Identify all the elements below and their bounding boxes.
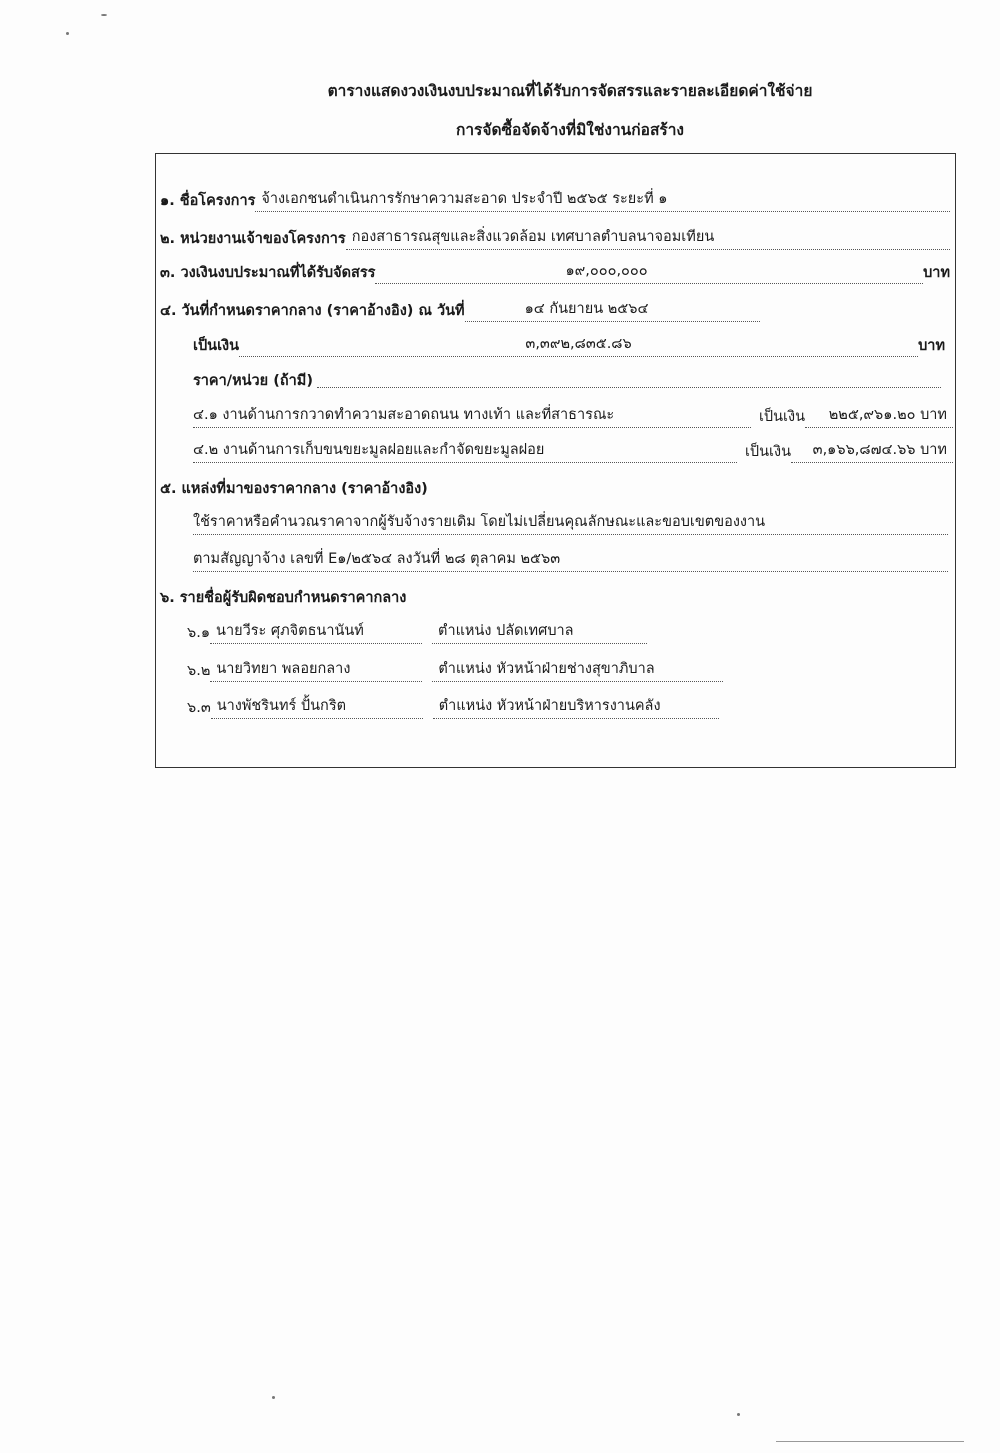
- sub-item-text: ๔.๑ งานด้านการกวาดทำความสะอาดถนน ทางเท้า และที่สาธารณะ: [193, 403, 751, 428]
- source-line: [193, 550, 948, 572]
- person-position: ตำแหน่ง หัวหน้าฝ่ายช่างสุขาภิบาล: [432, 657, 723, 682]
- scan-speck: [66, 32, 69, 35]
- scan-speck: [101, 14, 107, 16]
- reference-amount-unit: บาท: [918, 338, 945, 354]
- agency-label: ๒. หน่วยงานเจ้าของโครงการ: [160, 231, 346, 247]
- reference-amount-label: เป็นเงิน: [193, 338, 240, 354]
- reference-amount-row: [193, 335, 945, 357]
- source-line: [193, 513, 948, 535]
- document-subtitle: การจัดซื้อจัดจ้างที่มิใช่งานก่อสร้าง: [455, 121, 685, 139]
- scan-speck: [272, 1396, 275, 1399]
- responsible-row: [160, 587, 760, 609]
- budget-label: ๓. วงเงินงบประมาณที่ได้รับจัดสรร: [160, 265, 376, 281]
- sub-item-text: ๔.๒ งานด้านการเก็บขนขยะมูลฝอยและกำจัดขยะมูลฝอย: [193, 438, 737, 463]
- person-name: นางพัชรินทร์ ปั้นกริต: [211, 694, 423, 719]
- per-unit-row: [193, 370, 945, 392]
- reference-date-label: ๔. วันที่กำหนดราคากลาง (ราคาอ้างอิง) ณ วันที่: [160, 303, 465, 319]
- person-name: นายวิทยา พลอยกลาง: [210, 657, 422, 682]
- budget-unit: บาท: [923, 265, 950, 281]
- budget-row: [160, 262, 950, 284]
- sub-item-amount: ๒๒๕,๙๖๑.๒๐ บาท: [805, 403, 953, 428]
- person-number: ๖.๓: [187, 700, 211, 716]
- source-text: ตามสัญญาจ้าง เลขที่ E๑/๒๕๖๔ ลงวันที่ ๒๘ ตุลาคม ๒๕๖๓: [193, 547, 948, 572]
- reference-date-row: [160, 300, 760, 322]
- sub-item-row: [193, 441, 953, 463]
- person-number: ๖.๒: [187, 663, 211, 679]
- agency-value: กองสาธารณสุขและสิ่งแวดล้อม เทศบาลตำบลนาจอมเทียน: [346, 225, 950, 250]
- sub-item-amount: ๓,๑๖๖,๘๗๔.๖๖ บาท: [791, 438, 953, 463]
- sub-item-row: [193, 406, 953, 428]
- scan-edge-line: [776, 1441, 964, 1442]
- document-title: ตารางแสดงวงเงินงบประมาณที่ได้รับการจัดสรรและรายละเอียดค่าใช้จ่าย: [327, 82, 813, 100]
- reference-date-value: ๑๔ กันยายน ๒๕๖๔: [465, 297, 760, 322]
- responsible-label: ๖. รายชื่อผู้รับผิดชอบกำหนดราคากลาง: [160, 590, 407, 606]
- project-name-row: [160, 190, 950, 212]
- person-row: [187, 697, 719, 719]
- scan-speck: [737, 1413, 740, 1416]
- per-unit-label: ราคา/หน่วย (ถ้ามี): [193, 373, 313, 389]
- person-row: [187, 622, 647, 644]
- person-name: นายวีระ ศุภจิตธนานันท์: [210, 619, 422, 644]
- sub-item-amount-label: เป็นเงิน: [744, 444, 791, 460]
- reference-amount-value: ๓,๓๙๒,๘๓๕.๘๖: [239, 332, 918, 357]
- source-text: ใช้ราคาหรือคำนวณราคาจากผู้รับจ้างรายเดิม โดยไม่เปลี่ยนคุณลักษณะและขอบเขตของงาน: [193, 510, 948, 535]
- budget-value: ๑๙,๐๐๐,๐๐๐: [375, 259, 923, 284]
- per-unit-dots: [317, 387, 941, 388]
- project-name-value: จ้างเอกชนดำเนินการรักษาความสะอาด ประจำปี ๒๕๖๕ ระยะที่ ๑: [255, 187, 950, 212]
- agency-row: [160, 228, 950, 250]
- source-label: ๕. แหล่งที่มาของราคากลาง (ราคาอ้างอิง): [160, 481, 428, 497]
- sub-item-amount-label: เป็นเงิน: [758, 409, 805, 425]
- person-position: ตำแหน่ง หัวหน้าฝ่ายบริหารงานคลัง: [433, 694, 719, 719]
- source-row: [160, 478, 760, 500]
- person-row: [187, 660, 723, 682]
- project-name-label: ๑. ชื่อโครงการ: [160, 193, 256, 209]
- person-number: ๖.๑: [187, 625, 211, 641]
- person-position: ตำแหน่ง ปลัดเทศบาล: [432, 619, 647, 644]
